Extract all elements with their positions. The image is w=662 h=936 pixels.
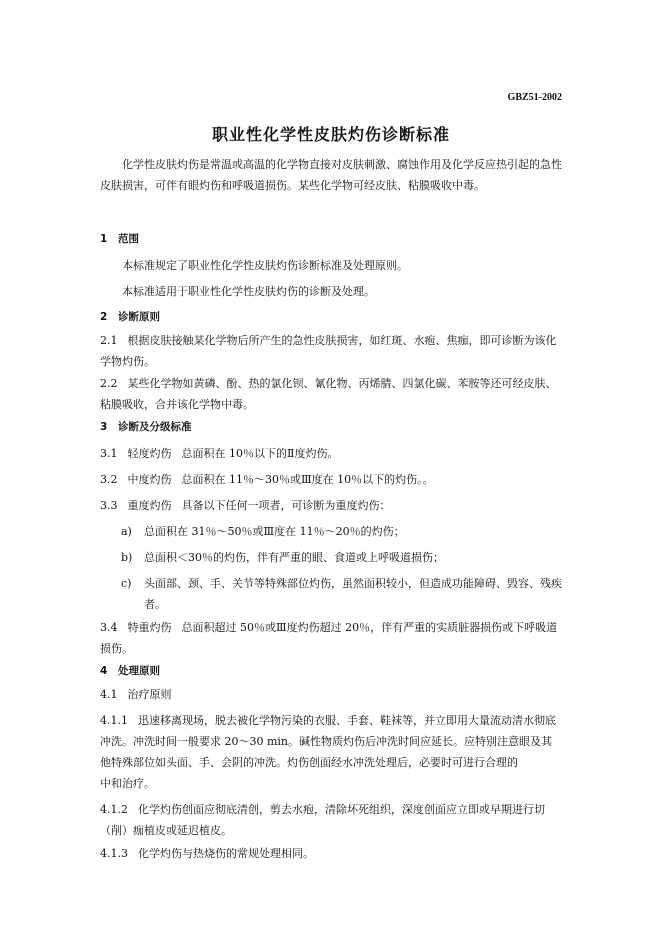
clause-text: 总面积在 10％以下的Ⅱ度灼伤。 [181,447,339,460]
clause-3-4 [100,617,562,659]
section-4-heading [100,661,562,682]
clause-4-1-1-tail: 中和治疗。 [100,777,155,790]
clause-3-1 [100,443,562,464]
clause-text: 具备以下任何一项者，可诊断为重度灼伤： [181,499,391,512]
section-1-paragraph-2: 本标准适用于职业性化学性皮肤灼伤的诊断及处理。 [122,285,375,298]
clause-label: 轻度灼伤 [127,447,172,460]
clause-2-1 [100,330,562,372]
section-title: 范围 [118,233,139,245]
section-number: 1 [100,233,108,245]
clause-number: 3.4 [100,621,118,634]
clause-number: 2.1 [100,334,118,347]
clause-text: 化学灼伤创面应彻底清创，剪去水疱，清除坏死组织，深度创面应立即或早期进行切（削）痂植皮或延迟植皮。 [100,803,545,837]
clause-2-2 [100,373,562,415]
clause-label: 中度灼伤 [127,473,172,486]
clause-number: 3.2 [100,473,118,486]
section-title: 诊断原则 [118,311,160,323]
section-number: 2 [100,311,108,323]
clause-text: 总面积超过 50％或Ⅲ度灼伤超过 20％，伴有严重的实质脏器损伤或下呼吸道损伤。 [100,621,558,655]
section-3-heading [100,417,562,438]
clause-4-1 [100,684,562,705]
clause-text: 根据皮肤接触某化学物后所产生的急性皮肤损害，如红斑、水疱、焦痂，即可诊断为该化学物灼伤。 [100,334,557,368]
clause-text: 迅速移离现场，脱去被化学物污染的衣服、手套、鞋袜等，并立即用大量流动清水彻底冲洗。冲洗时间一般要求 20～30 min。碱性物质灼伤后冲洗时间应延长。应特别注意眼及其他特殊部位如头面、手、会阴的冲洗。灼伤创面经水冲洗处理后，必要时可进行合理的 [100,714,556,769]
list-marker: c) [121,577,132,590]
list-marker: a) [121,525,132,538]
clause-text: 某些化学物如黄磷、酚、热的氯化钡、氰化物、丙烯腈、四氯化碳、苯胺等还可经皮肤、粘膜吸收，合并该化学物中毒。 [100,377,557,411]
clause-number: 3.3 [100,499,118,512]
clause-number: 2.2 [100,377,118,390]
clause-label: 治疗原则 [127,688,172,701]
document-title: 职业性化学性皮肤灼伤诊断标准 [211,125,450,144]
section-1-paragraph-1: 本标准规定了职业性化学性皮肤灼伤诊断标准及处理原则。 [122,259,408,272]
clause-text: 化学灼伤与热烧伤的常规处理相同。 [138,847,314,860]
section-title: 诊断及分级标准 [118,421,192,433]
list-item [121,521,562,542]
clause-number: 4.1 [100,688,118,701]
list-text: 总面积在 31％～50％或Ⅲ度在 11％～20％的灼伤； [144,525,405,538]
section-number: 3 [100,421,108,433]
clause-4-1-3 [100,843,562,864]
clause-3-2 [100,469,562,490]
list-item [121,573,562,615]
clause-number: 4.1.2 [100,803,128,816]
section-number: 4 [100,665,108,677]
section-2-heading [100,307,562,328]
clause-number: 4.1.3 [100,847,128,860]
section-title: 处理原则 [118,665,160,677]
section-1-heading [100,229,562,250]
standard-code: GBZ51-2002 [507,92,562,103]
clause-label: 特重灼伤 [127,621,172,634]
clause-4-1-1 [100,710,562,773]
clause-number: 4.1.1 [100,714,128,727]
clause-number: 3.1 [100,447,118,460]
list-text: 头面部、颈、手、关节等特殊部位灼伤，虽然面积较小，但造成功能障碍、毁容、残疾者。 [144,577,562,611]
list-marker: b) [121,551,133,564]
clause-3-3 [100,495,562,516]
clause-text: 总面积在 11％～30％或Ⅲ度在 10％以下的灼伤。。 [181,473,434,486]
list-text: 总面积＜30％的灼伤，伴有严重的眼、食道或上呼吸道损伤； [144,551,444,564]
list-item [121,547,562,568]
clause-label: 重度灼伤 [127,499,172,512]
clause-4-1-2 [100,799,562,841]
intro-paragraph: 化学性皮肤灼伤是常温或高温的化学物直接对皮肤刺激、腐蚀作用及化学反应热引起的急性皮肤损害，可伴有眼灼伤和呼吸道损伤。某些化学物可经皮肤、粘膜吸收中毒。 [100,158,562,192]
